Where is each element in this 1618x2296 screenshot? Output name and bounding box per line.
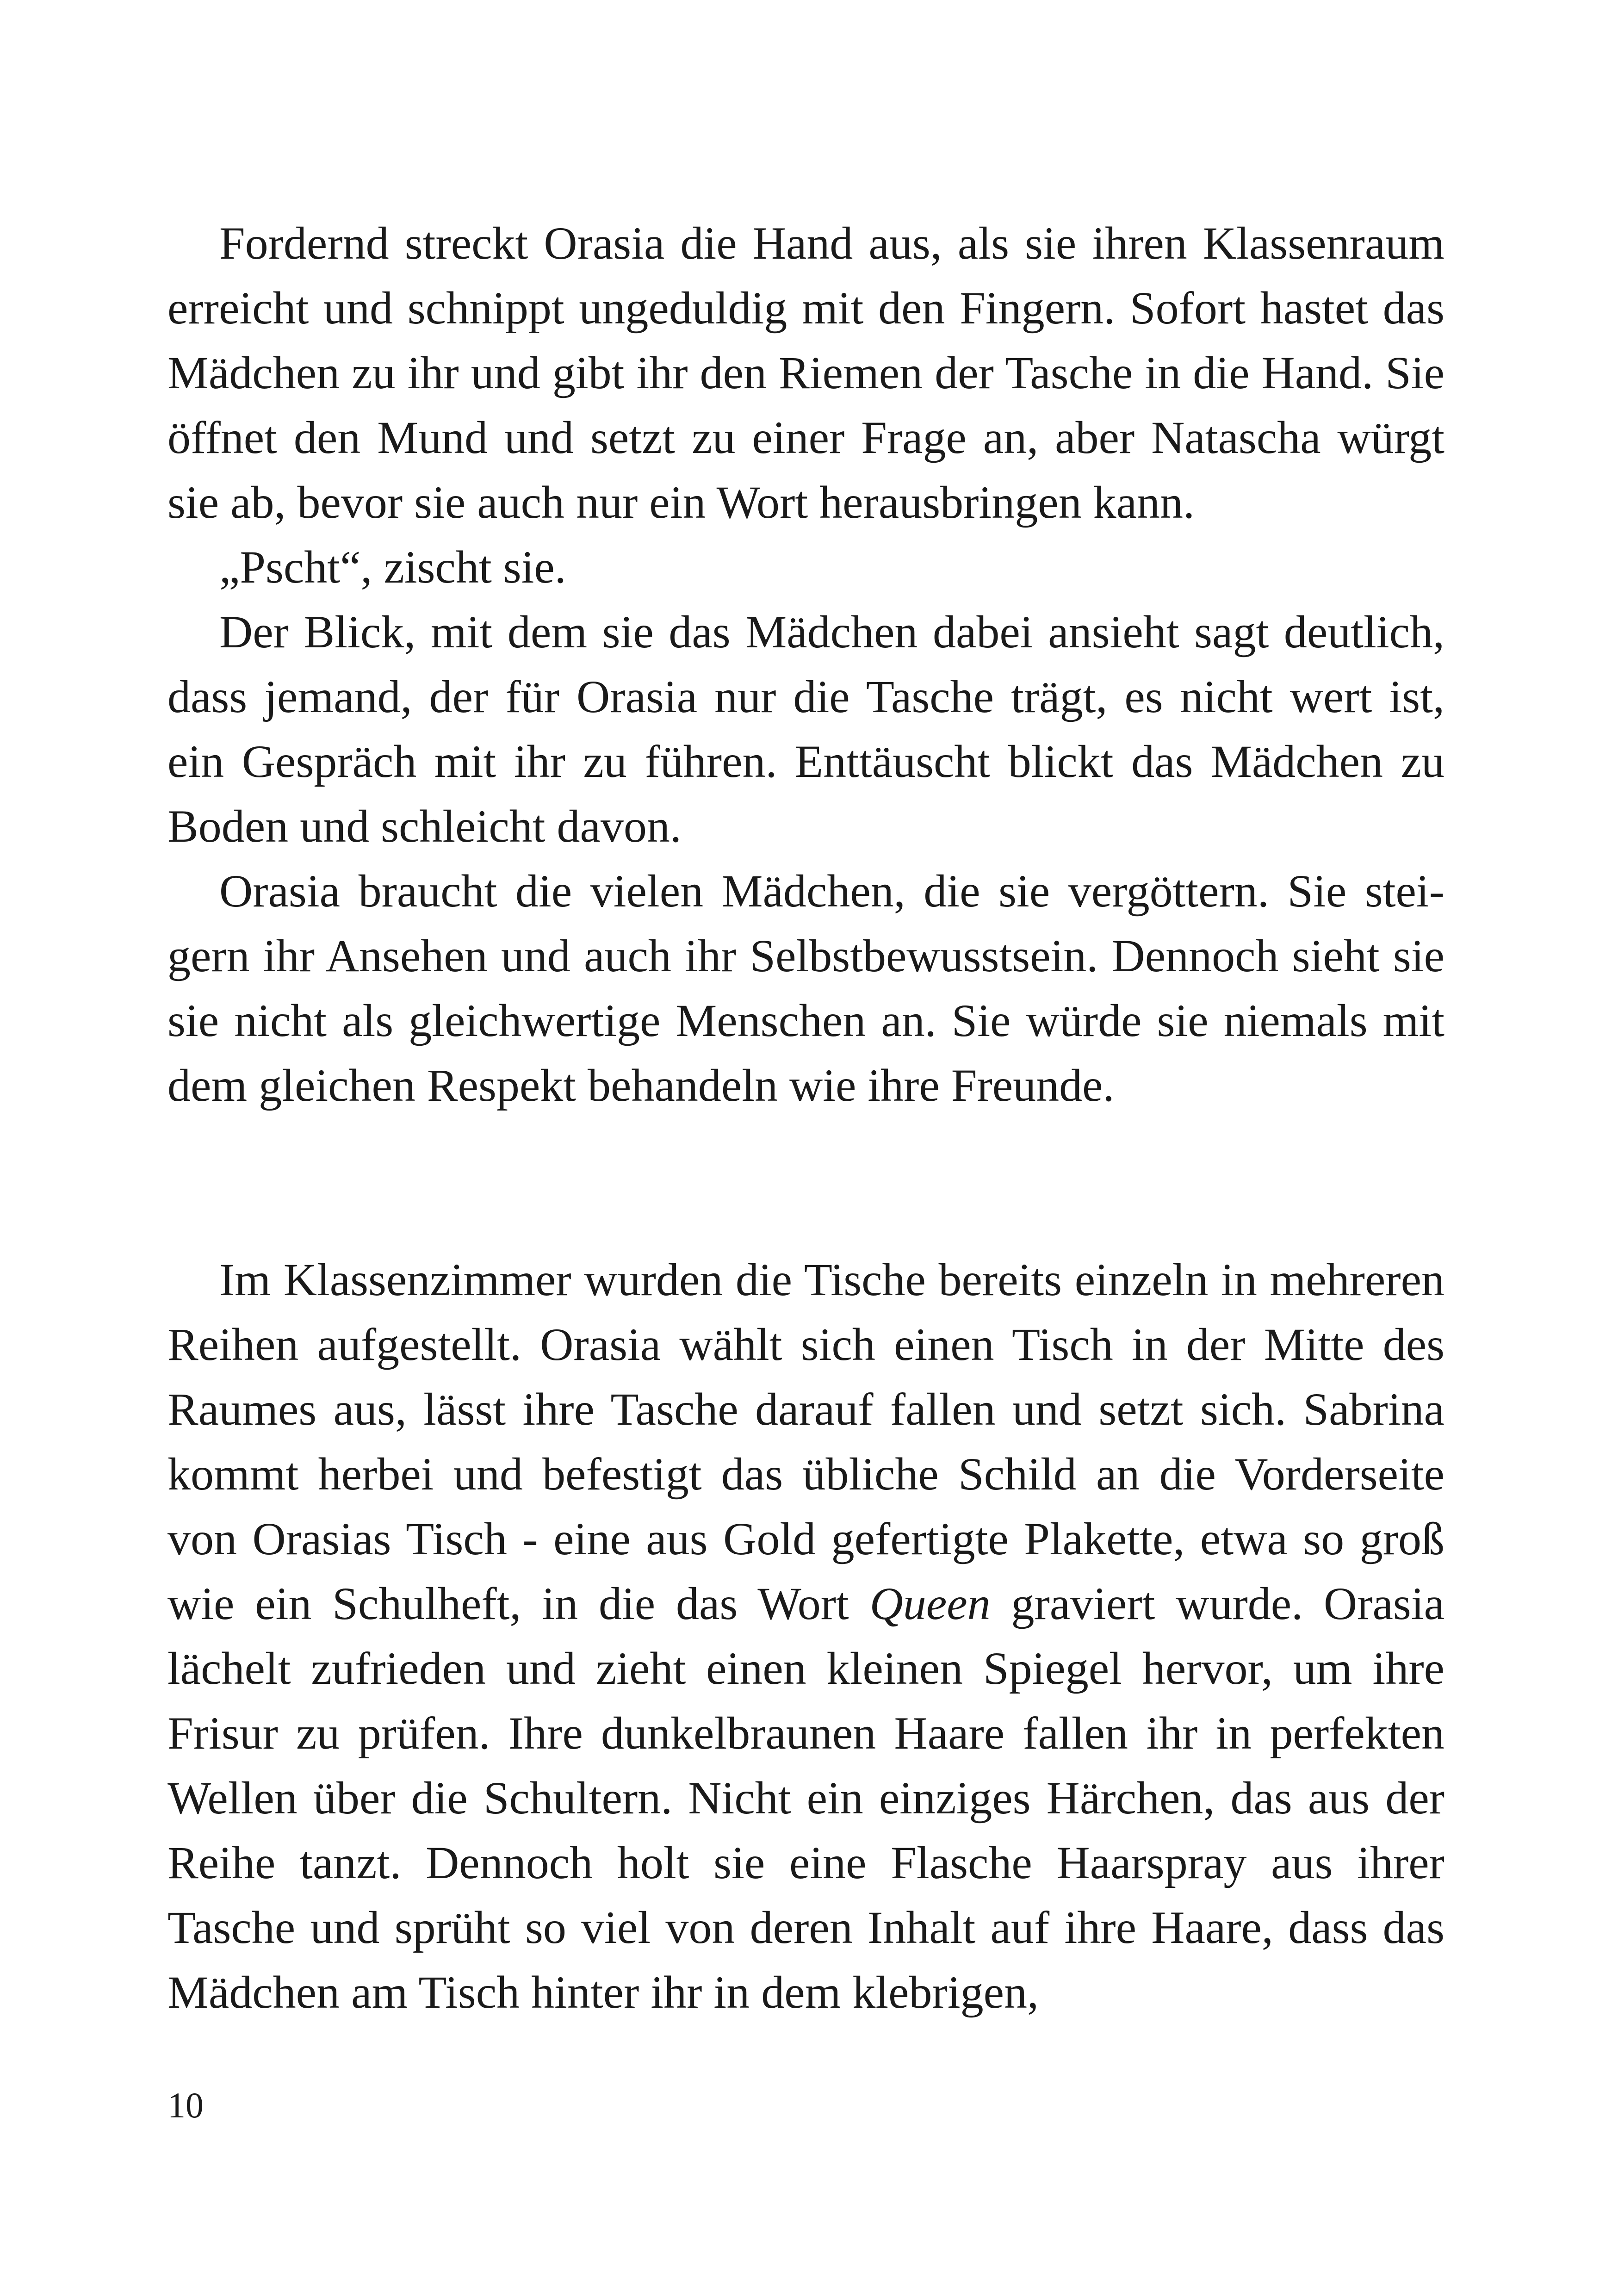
paragraph: „Pscht“, zischt sie.: [219, 541, 566, 593]
paragraph: [167, 1247, 1444, 2025]
paragraph: Der Blick, mit dem sie das Mädchen dabei ansieht sagt deutlich, dass jemand, der für Orasia nur die Tasche trägt, es nicht wert ist, ein Gespräch mit ihr zu führen. Enttäuscht blickt das Mädchen zu Boden und schleicht davon.: [167, 606, 1444, 852]
page-number: 10: [167, 2085, 204, 2125]
paragraph-text-start: Im Klassenzimmer wurden die Tische bereits einzeln in mehreren Reihen aufgestellt. Orasia wählt sich einen Tisch in der Mitte des Raumes aus, lässt ihre Tasche darauf fallen und setzt sich. Sabrina kommt herbei und befestigt das übliche Schild an die Vorderseite von Orasias Tisch - eine aus Gold gefertigte Plakette, etwa so groß wie ein Schulheft, in die das Wort: [167, 1254, 1444, 1629]
text-section-1: [167, 211, 1444, 1118]
paragraph: Fordernd streckt Orasia die Hand aus, als sie ihren Klassenraum erreicht und schnippt ungeduldig mit den Fingern. Sofort hastet das Mädchen zu ihr und gibt ihr den Riemen der Tasche in die Hand. Sie öffnet den Mund und setzt zu einer Frage an, aber Natascha würgt sie ab, bevor sie auch nur ein Wort herausbringen kann.: [167, 217, 1444, 528]
paragraph-text-end: graviert wurde. Orasia lächelt zufrieden und zieht einen kleinen Spiegel hervor, um ihre Frisur zu prüfen. Ihre dunkelbraunen Haare fallen ihr in perfekten Wellen über die Schultern. Nicht ein einziges Härchen, das aus der Reihe tanzt. Dennoch holt sie eine Flasche Haarspray aus ihrer Tasche und sprüht so viel von deren Inhalt auf ihre Haare, dass das Mädchen am Tisch hinter ihr in dem klebrigen,: [167, 1578, 1445, 2018]
italic-word: Queen: [869, 1578, 991, 1629]
text-section-2: [167, 1247, 1444, 2025]
paragraph: Orasia braucht die vielen Mädchen, die sie vergöttern. Sie steigern ihr Ansehen und auch ihr Selbstbewusstsein. Dennoch sieht sie sie nicht als gleichwertige Menschen an. Sie würde sie niemals mit dem gleichen Respekt behandeln wie ihre Freunde.: [167, 865, 1444, 1111]
